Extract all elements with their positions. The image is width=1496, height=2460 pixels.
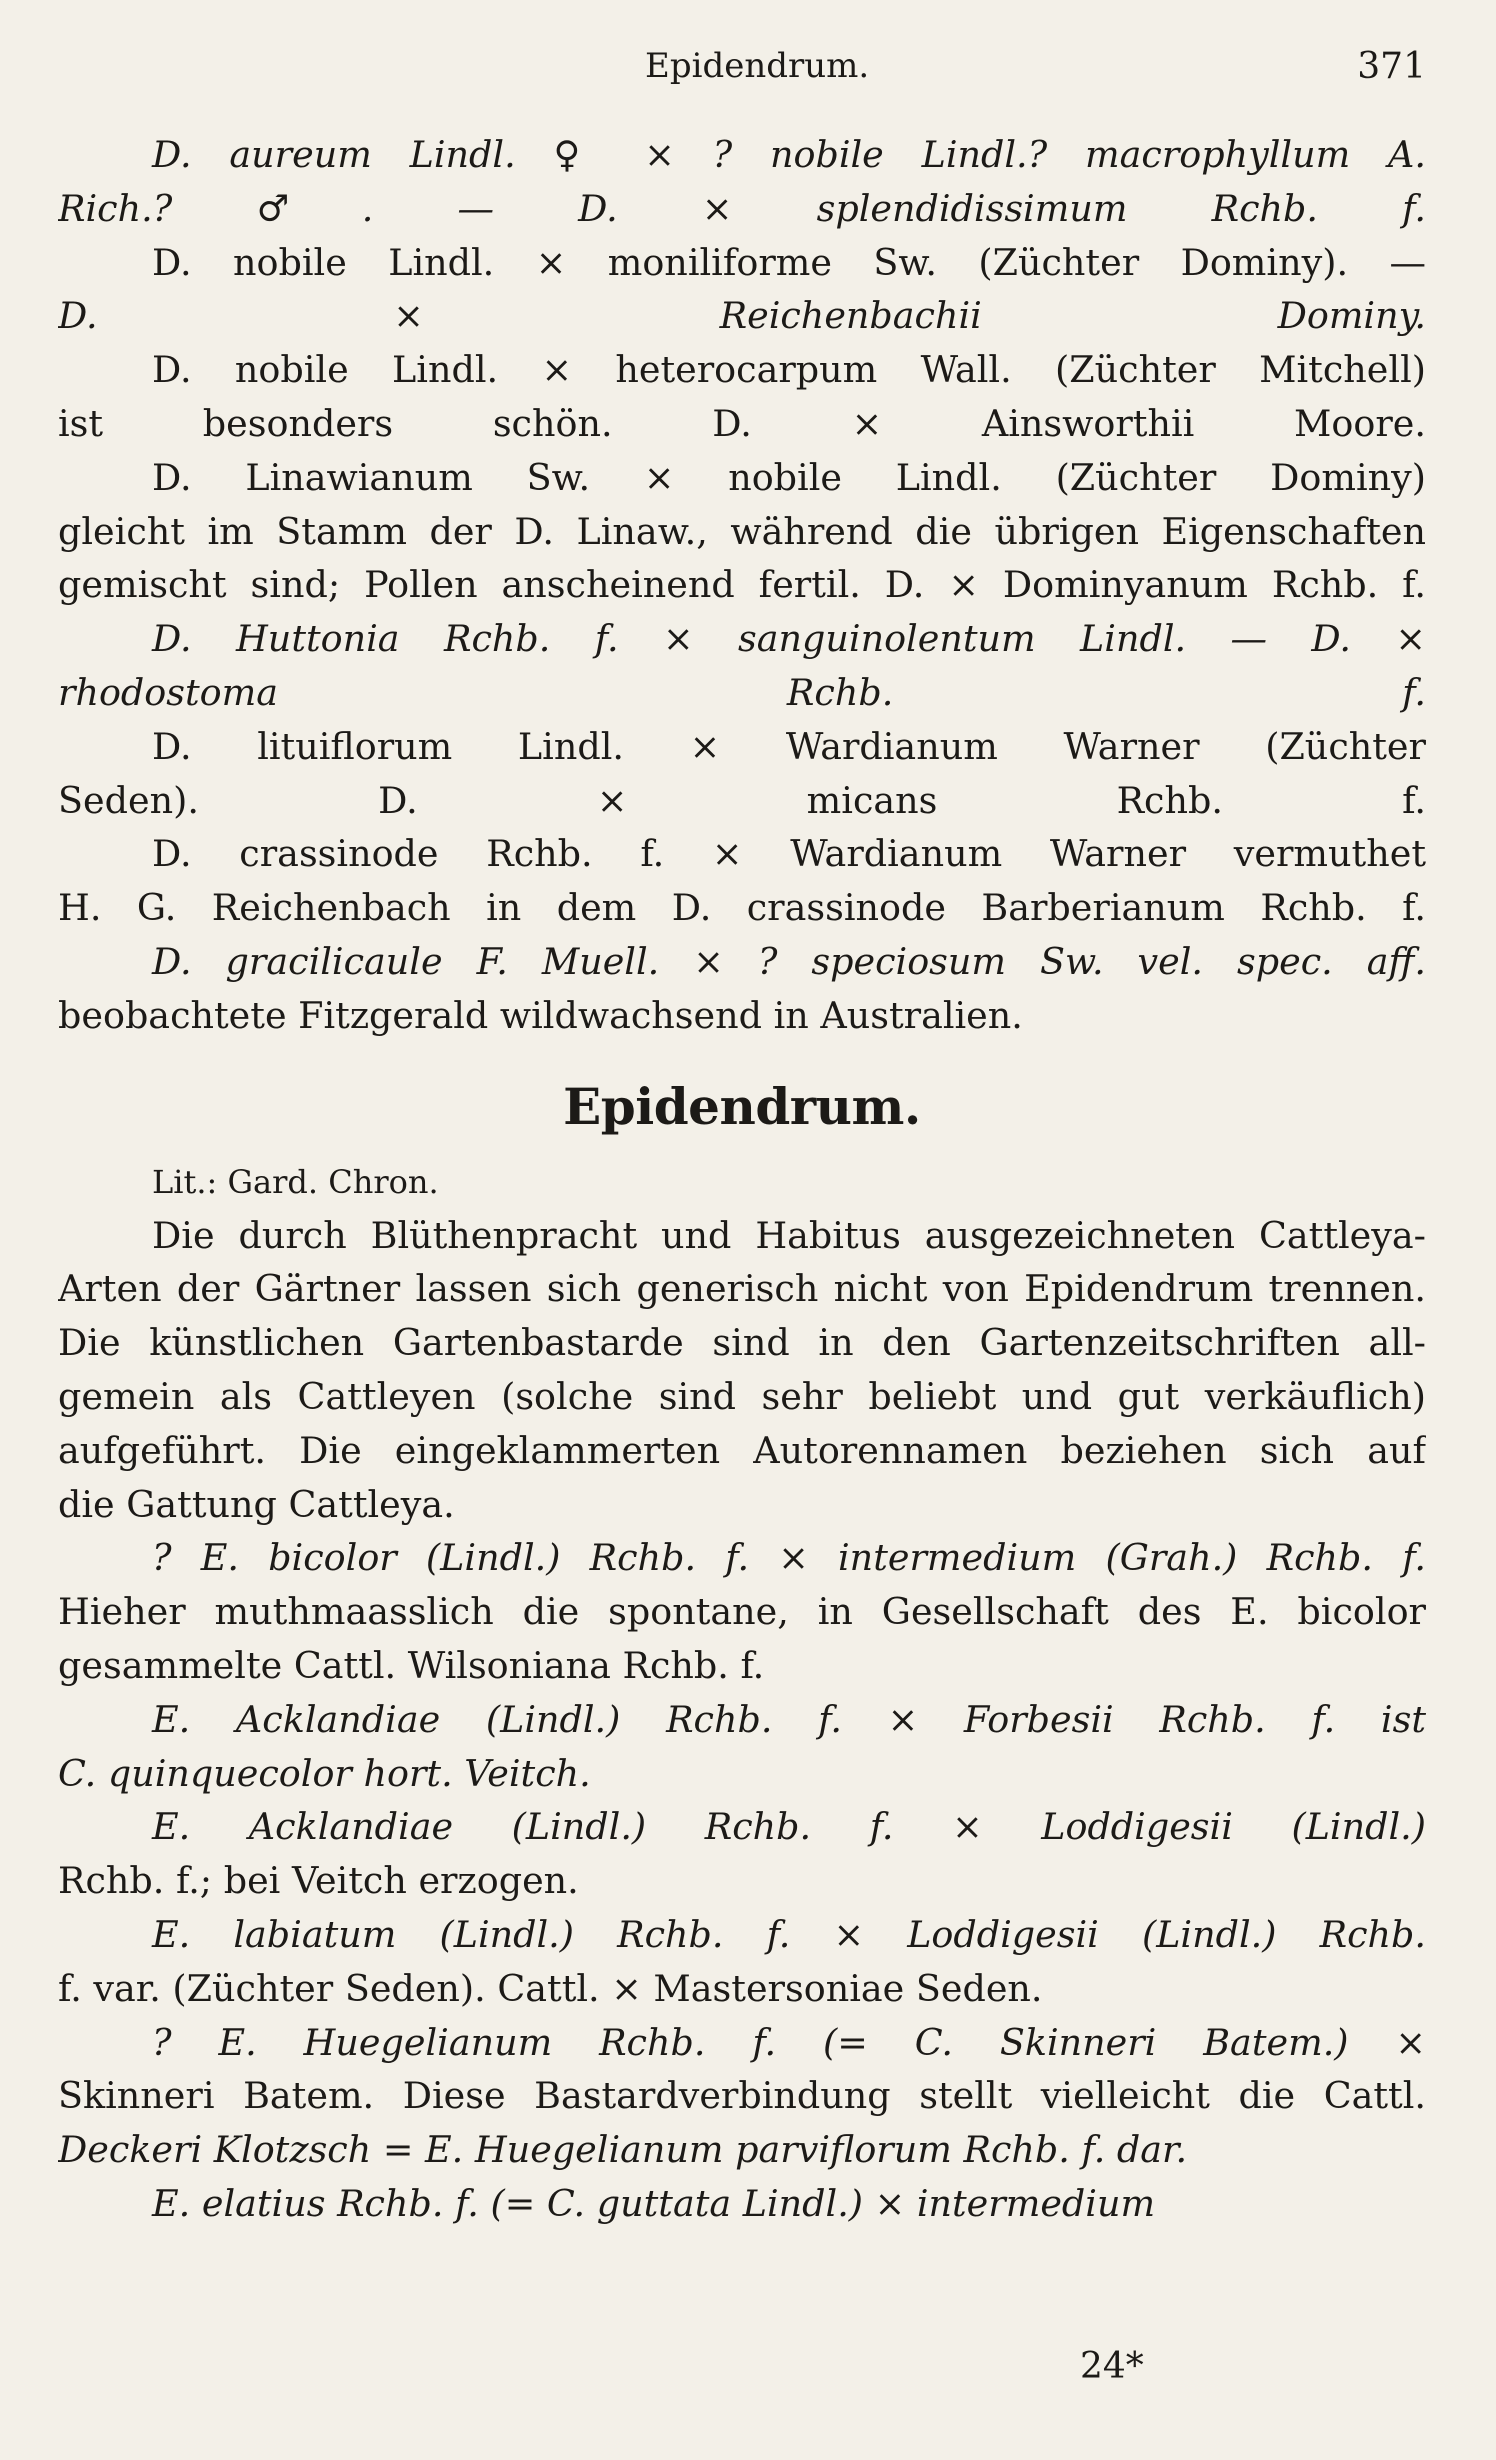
text-line: D. crassinode Rchb. f. × Wardianum Warner vermuthet [152, 832, 1426, 876]
text-line: Rchb. f.; bei Veitch erzogen. [58, 1859, 579, 1903]
text-line: E. elatius Rchb. f. (= C. guttata Lindl.) × intermedium [152, 2181, 1156, 2225]
text-line: E. Acklandiae (Lindl.) Rchb. f. × Loddigesii (Lindl.) [152, 1805, 1426, 1849]
text-line: aufgeführt. Die eingeklammerten Autorennamen beziehen sich auf [58, 1428, 1426, 1472]
text-line: C. quinquecolor hort. Veitch. [58, 1751, 591, 1795]
page-number: 371 [1357, 46, 1426, 87]
running-title: Epidendrum. [645, 46, 870, 86]
text-line: gleicht im Stamm der D. Linaw., während die übrigen Eigenschaften [58, 509, 1426, 553]
running-header [60, 40, 1426, 90]
signature-mark: 24* [1080, 2346, 1144, 2387]
text-line: D. nobile Lindl. × moniliforme Sw. (Züchter Dominy). — [152, 240, 1426, 284]
text-line: gemein als Cattleyen (solche sind sehr beliebt und gut verkäuflich) [58, 1374, 1426, 1418]
text-line: D. gracilicaule F. Muell. × ? speciosum Sw. vel. spec. aff. [152, 939, 1426, 983]
text-line: D. lituiflorum Lindl. × Wardianum Warner (Züchter [152, 724, 1426, 768]
text-line: die Gattung Cattleya. [58, 1482, 455, 1526]
text-line: Skinneri Batem. Diese Bastardverbindung stellt vielleicht die Cattl. [58, 2074, 1426, 2118]
text-line: Rich.? ♂. — D. ⨯ splendidissimum Rchb. f. [58, 186, 1426, 230]
text-line: ? E. bicolor (Lindl.) Rchb. f. × intermedium (Grah.) Rchb. f. [152, 1536, 1426, 1580]
text-line: D. aureum Lindl. ♀ × ? nobile Lindl.? macrophyllum A. [152, 133, 1426, 176]
text-line: gemischt sind; Pollen anscheinend fertil. D. ⨯ Dominyanum Rchb. f. [58, 563, 1426, 607]
section-heading: Epidendrum. [563, 1076, 921, 1136]
text-line: ist besonders schön. D. ⨯ Ainsworthii Moore. [58, 401, 1426, 445]
text-line: D. Linawianum Sw. × nobile Lindl. (Züchter Dominy) [152, 455, 1426, 499]
text-line: D. Huttonia Rchb. f. × sanguinolentum Lindl. — D. ⨯ [152, 617, 1426, 661]
text-line: E. labiatum (Lindl.) Rchb. f. × Loddigesii (Lindl.) Rchb. [152, 1912, 1426, 1956]
text-line: gesammelte Cattl. Wilsoniana Rchb. f. [58, 1643, 765, 1687]
text-line: Die durch Blüthenpracht und Habitus ausgezeichneten Cattleya- [152, 1213, 1426, 1257]
text-line: Deckeri Klotzsch = E. Huegelianum parviflorum Rchb. f. dar. [58, 2128, 1188, 2172]
text-line: f. var. (Züchter Seden). Cattl. ⨯ Mastersoniae Seden. [58, 1966, 1043, 2010]
text-line: Arten der Gärtner lassen sich generisch nicht von Epidendrum trennen. [58, 1267, 1426, 1311]
literature-reference: Lit.: Gard. Chron. [152, 1162, 439, 1201]
text-line: E. Acklandiae (Lindl.) Rchb. f. × Forbesii Rchb. f. ist [152, 1697, 1426, 1741]
text-line: D. ⨯ Reichenbachii Dominy. [58, 294, 1426, 338]
text-line: H. G. Reichenbach in dem D. crassinode Barberianum Rchb. f. [58, 886, 1426, 930]
text-line: rhodostoma Rchb. f. [58, 670, 1426, 714]
epidendrum-text-block [58, 1209, 1426, 2231]
text-line: D. nobile Lindl. × heterocarpum Wall. (Züchter Mitchell) [152, 348, 1426, 392]
dendrobium-hybrids-block [58, 128, 1426, 1043]
text-line: Hieher muthmaasslich die spontane, in Gesellschaft des E. bicolor [58, 1590, 1426, 1634]
body-text [58, 128, 1426, 2231]
text-line: Seden). D. ⨯ micans Rchb. f. [58, 778, 1426, 822]
text-line: ? E. Huegelianum Rchb. f. (= C. Skinneri Batem.) × [152, 2020, 1426, 2064]
text-line: beobachtete Fitzgerald wildwachsend in Australien. [58, 993, 1023, 1037]
text-line: Die künstlichen Gartenbastarde sind in den Gartenzeitschriften all- [58, 1321, 1426, 1365]
